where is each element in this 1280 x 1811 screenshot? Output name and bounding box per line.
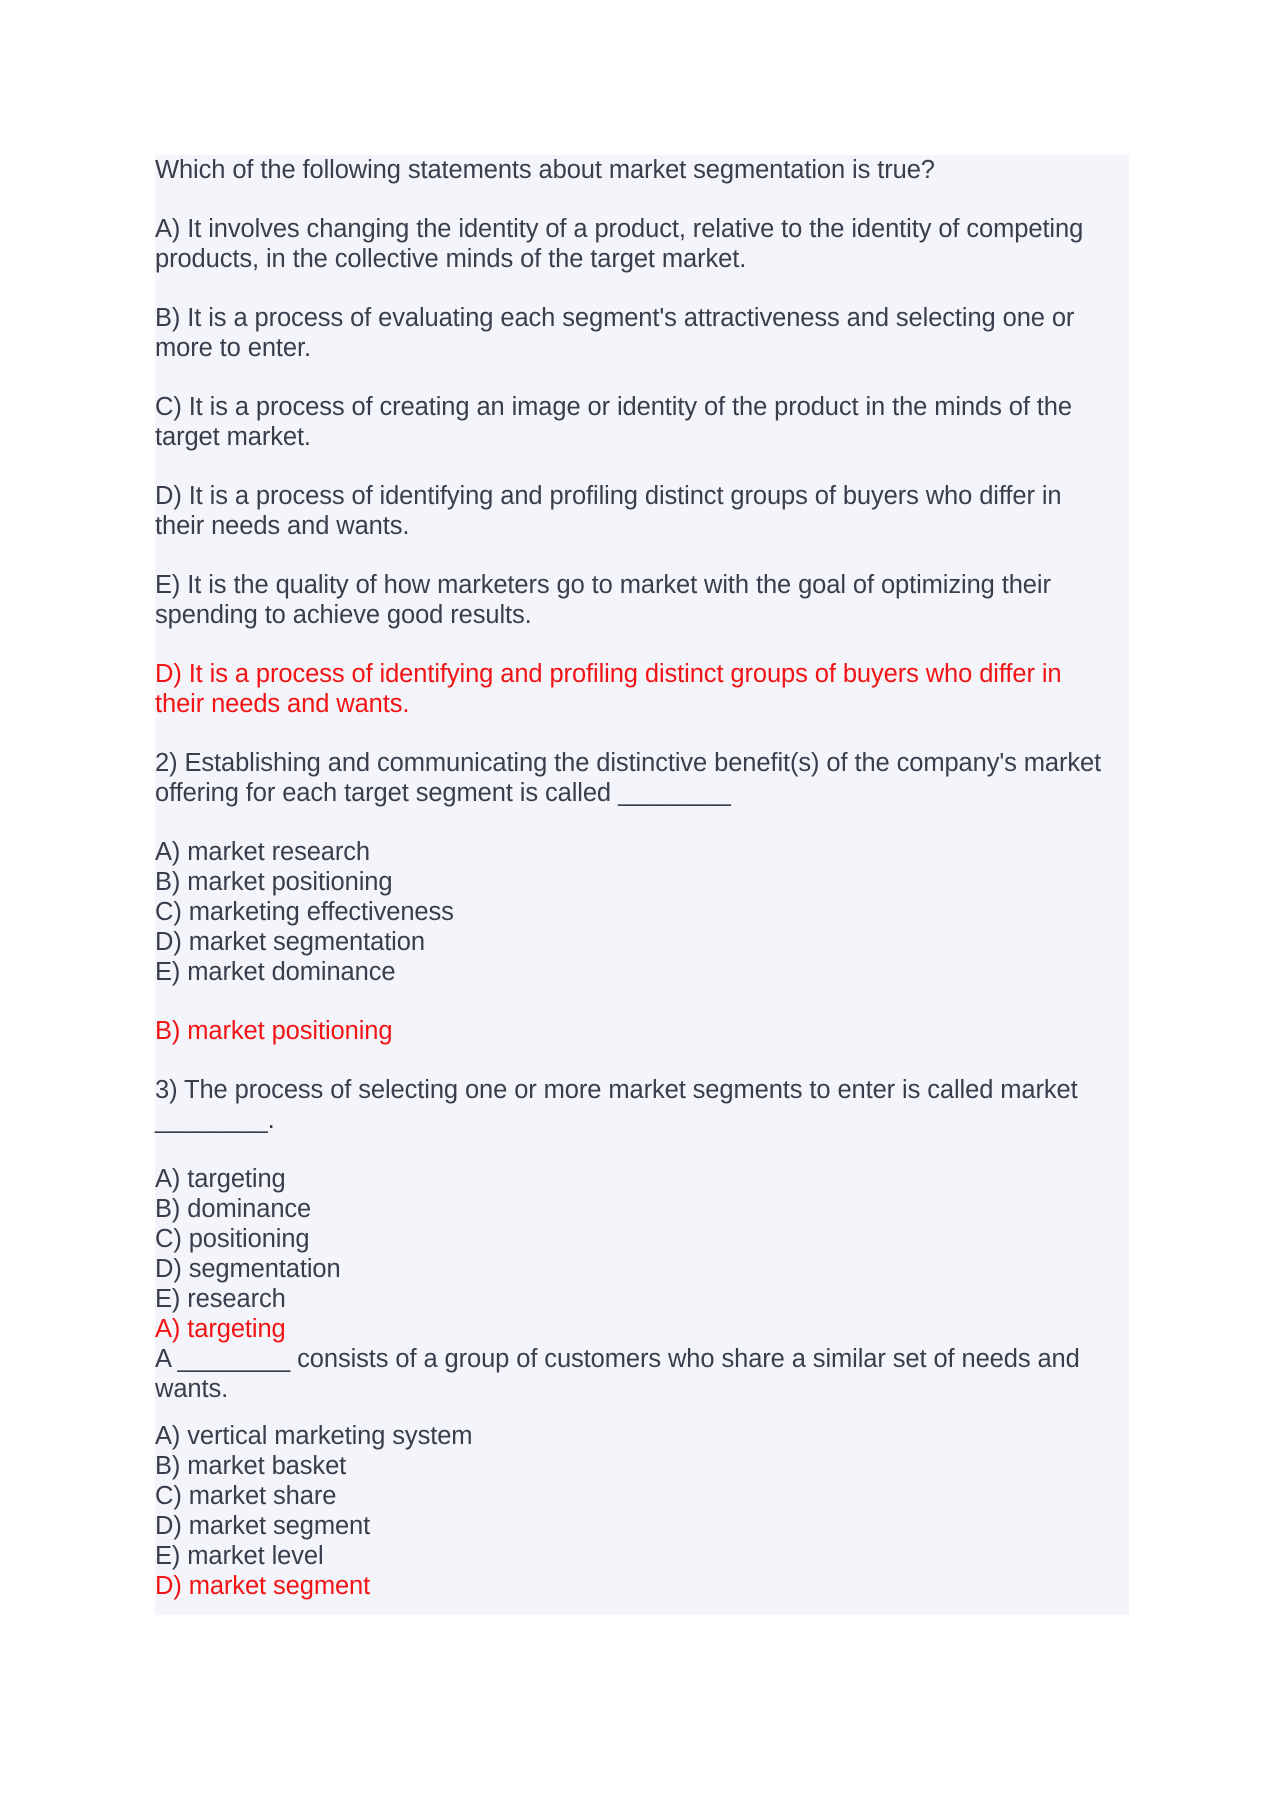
question-3-option-c: C) positioning bbox=[155, 1225, 310, 1253]
question-3-option-a: A) targeting bbox=[155, 1165, 286, 1193]
question-3-option-d: D) segmentation bbox=[155, 1255, 341, 1283]
question-4-text: A ________ consists of a group of customers who share a similar set of needs and bbox=[155, 1345, 1080, 1373]
answer-text: their needs and wants. bbox=[155, 690, 410, 718]
question-3-option-e: E) research bbox=[155, 1285, 286, 1313]
document-page bbox=[155, 155, 1129, 1615]
option-text: spending to achieve good results. bbox=[155, 601, 532, 629]
question-4-answer: D) market segment bbox=[155, 1572, 371, 1600]
question-3-answer: A) targeting bbox=[155, 1315, 286, 1343]
question-2 bbox=[155, 748, 1129, 1075]
question-2-option-c: C) marketing effectiveness bbox=[155, 898, 454, 926]
question-4 bbox=[155, 1344, 1129, 1601]
option-text: B) It is a process of evaluating each segment's attractiveness and selecting one or bbox=[155, 304, 1075, 332]
question-1-option-b bbox=[155, 303, 1129, 363]
question-1-option-d bbox=[155, 481, 1129, 541]
answer-text: D) It is a process of identifying and profiling distinct groups of buyers who differ in bbox=[155, 660, 1062, 688]
question-3-option-b: B) dominance bbox=[155, 1195, 312, 1223]
question-2-text: offering for each target segment is called ________ bbox=[155, 779, 731, 807]
question-4-option-c: C) market share bbox=[155, 1482, 337, 1510]
question-4-option-e: E) market level bbox=[155, 1542, 324, 1570]
option-text: target market. bbox=[155, 423, 311, 451]
option-text: their needs and wants. bbox=[155, 512, 410, 540]
question-1-option-a bbox=[155, 214, 1129, 274]
question-1 bbox=[155, 155, 1129, 748]
option-text: D) It is a process of identifying and profiling distinct groups of buyers who differ in bbox=[155, 482, 1062, 510]
question-3-text: ________. bbox=[155, 1106, 275, 1134]
question-3-text: 3) The process of selecting one or more market segments to enter is called market bbox=[155, 1076, 1078, 1104]
question-4-option-a: A) vertical marketing system bbox=[155, 1422, 473, 1450]
question-2-option-a: A) market research bbox=[155, 838, 371, 866]
question-2-option-d: D) market segmentation bbox=[155, 928, 425, 956]
question-4-option-d: D) market segment bbox=[155, 1512, 371, 1540]
question-3 bbox=[155, 1075, 1129, 1344]
question-2-option-e: E) market dominance bbox=[155, 958, 396, 986]
question-2-text: 2) Establishing and communicating the distinctive benefit(s) of the company's market bbox=[155, 749, 1102, 777]
question-1-answer bbox=[155, 659, 1129, 719]
option-text: more to enter. bbox=[155, 334, 311, 362]
question-4-option-b: B) market basket bbox=[155, 1452, 347, 1480]
question-2-option-b: B) market positioning bbox=[155, 868, 393, 896]
quiz-content bbox=[155, 155, 1129, 1601]
option-text: A) It involves changing the identity of a product, relative to the identity of competing bbox=[155, 215, 1084, 243]
option-text: C) It is a process of creating an image or identity of the product in the minds of the bbox=[155, 393, 1072, 421]
question-4-text: wants. bbox=[155, 1375, 229, 1403]
question-1-text: Which of the following statements about market segmentation is true? bbox=[155, 156, 935, 184]
question-2-answer: B) market positioning bbox=[155, 1017, 393, 1045]
question-1-option-e bbox=[155, 570, 1129, 630]
question-1-option-c bbox=[155, 392, 1129, 452]
option-text: products, in the collective minds of the target market. bbox=[155, 245, 747, 273]
option-text: E) It is the quality of how marketers go to market with the goal of optimizing their bbox=[155, 571, 1051, 599]
